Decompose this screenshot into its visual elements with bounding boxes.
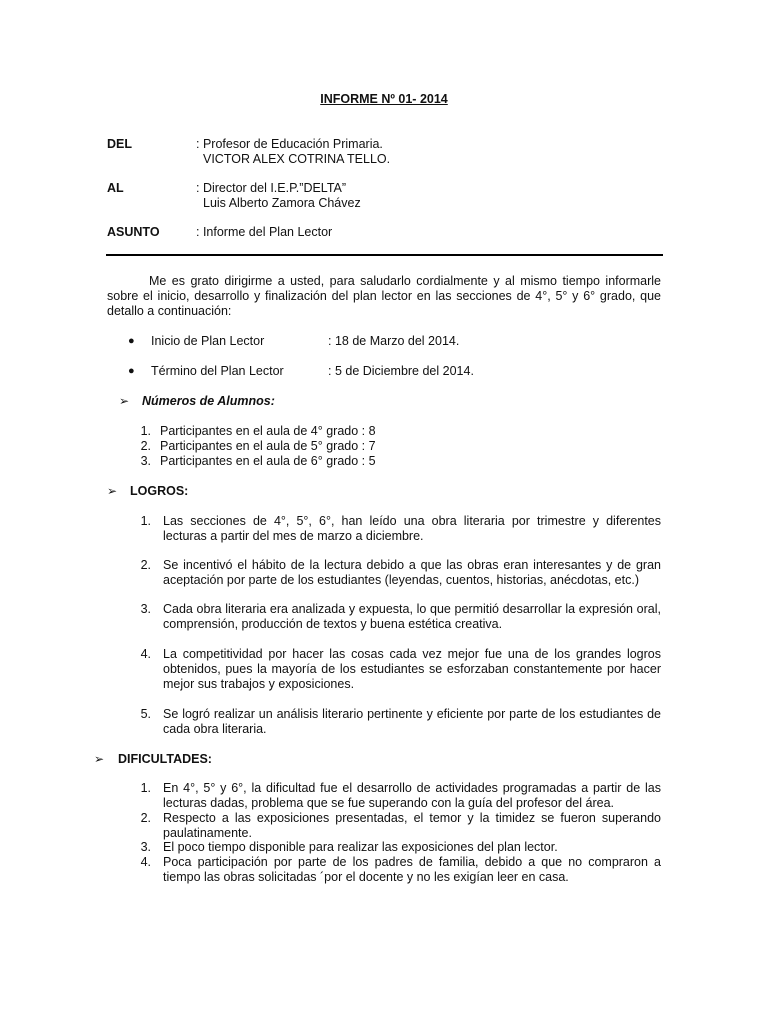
list-number: 3.	[140, 840, 151, 854]
item-line: obtenidos, pues la mayoría de los estudiantes se esforzaban constantemente por hacer	[163, 662, 661, 676]
arrow-bullet-icon: ➢	[94, 752, 105, 766]
item-line: cada obra literaria.	[163, 722, 267, 736]
item-line: La competitividad por hacer las cosas cada vez mejor fue una de los grandes logros	[163, 647, 661, 661]
dificultades-item	[163, 811, 661, 841]
item-line: En 4°, 5° y 6°, la dificultad fue el desarrollo de actividades programadas a partir de las	[163, 781, 661, 795]
list-number: 5.	[140, 707, 151, 721]
item-line: paulatinamente.	[163, 826, 252, 840]
intro-line: sobre el inicio, desarrollo y finalización del plan lector en las secciones de 4°, 5° y 6° grado, que	[107, 289, 661, 303]
header-divider	[106, 254, 663, 256]
date-label: Término del Plan Lector	[151, 364, 284, 378]
date-value: : 18 de Marzo del 2014.	[328, 334, 460, 348]
item-line: El poco tiempo disponible para realizar las exposiciones del plan lector.	[163, 840, 558, 854]
item-line: Cada obra literaria era analizada y expuesta, lo que permitió desarrollar la expresión oral,	[163, 602, 661, 616]
del-line-1: : Profesor de Educación Primaria.	[196, 137, 383, 151]
al-line-2: Luis Alberto Zamora Chávez	[203, 196, 361, 210]
del-label: DEL	[107, 137, 132, 151]
asunto-label: ASUNTO	[107, 225, 160, 239]
item-line: lecturas dadas, problema que se fue superando con la guía del profesor del área.	[163, 796, 614, 810]
dificultades-item	[163, 855, 661, 885]
logros-item	[163, 602, 661, 632]
date-label: Inicio de Plan Lector	[151, 334, 265, 348]
arrow-bullet-icon: ➢	[119, 394, 130, 408]
list-number: 2.	[140, 811, 151, 825]
asunto-value: : Informe del Plan Lector	[196, 225, 333, 239]
list-number: 2.	[140, 439, 151, 453]
intro-line: detallo a continuación:	[107, 304, 232, 318]
list-number: 3.	[140, 602, 151, 616]
list-number: 4.	[140, 647, 151, 661]
logros-heading: LOGROS:	[130, 484, 189, 498]
list-number: 4.	[140, 855, 151, 869]
list-number: 1.	[140, 781, 151, 795]
bullet-icon: ●	[128, 335, 135, 347]
al-label: AL	[107, 181, 124, 195]
intro-line: Me es grato dirigirme a usted, para saludarlo cordialmente y al mismo tiempo informarle	[149, 274, 661, 288]
item-line: Poca participación por parte de los padres de familia, debido a que no compraron a	[163, 855, 661, 869]
alumnos-heading: Números de Alumnos:	[142, 394, 275, 408]
bullet-icon: ●	[128, 365, 135, 377]
al-line-1: : Director del I.E.P.”DELTA”	[196, 181, 347, 195]
arrow-bullet-icon: ➢	[107, 484, 118, 498]
del-line-2: VICTOR ALEX COTRINA TELLO.	[203, 152, 391, 166]
item-line: Se incentivó el hábito de la lectura debido a que las obras eran interesantes y de gran	[163, 558, 661, 572]
item-line: lecturas a partir del mes de marzo a diciembre.	[163, 529, 424, 543]
item-line: Respecto a las exposiciones presentadas, el temor y la timidez se fueron superando	[163, 811, 661, 825]
list-number: 2.	[140, 558, 151, 572]
logros-item	[163, 647, 661, 692]
alumnos-item: Participantes en el aula de 5° grado : 7	[160, 439, 376, 453]
logros-item	[163, 707, 661, 737]
document-title: INFORME Nº 01- 2014	[320, 92, 448, 106]
item-line: mejor sus trabajos y exposiciones.	[163, 677, 355, 691]
logros-item	[163, 514, 661, 544]
list-number: 3.	[140, 454, 151, 468]
intro-paragraph	[107, 274, 661, 319]
list-number: 1.	[140, 514, 151, 528]
date-value: : 5 de Diciembre del 2014.	[328, 364, 474, 378]
list-number: 1.	[140, 424, 151, 438]
dificultades-item	[163, 781, 661, 811]
item-line: comprensión, producción de textos y buena estética creativa.	[163, 617, 503, 631]
item-line: aceptación por parte de los estudiantes (leyendas, cuentos, historias, anécdotas, etc.)	[163, 573, 639, 587]
alumnos-item: Participantes en el aula de 6° grado : 5	[160, 454, 376, 468]
dificultades-item	[163, 840, 661, 855]
dificultades-heading: DIFICULTADES:	[118, 752, 212, 766]
logros-item	[163, 558, 661, 588]
item-line: Las secciones de 4°, 5°, 6°, han leído una obra literaria por trimestre y diferentes	[163, 514, 661, 528]
item-line: tiempo las obras solicitadas ´por el docente y no les exigían leer en casa.	[163, 870, 569, 884]
alumnos-item: Participantes en el aula de 4° grado : 8	[160, 424, 376, 438]
item-line: Se logró realizar un análisis literario pertinente y eficiente por parte de los estudiantes de	[163, 707, 661, 721]
